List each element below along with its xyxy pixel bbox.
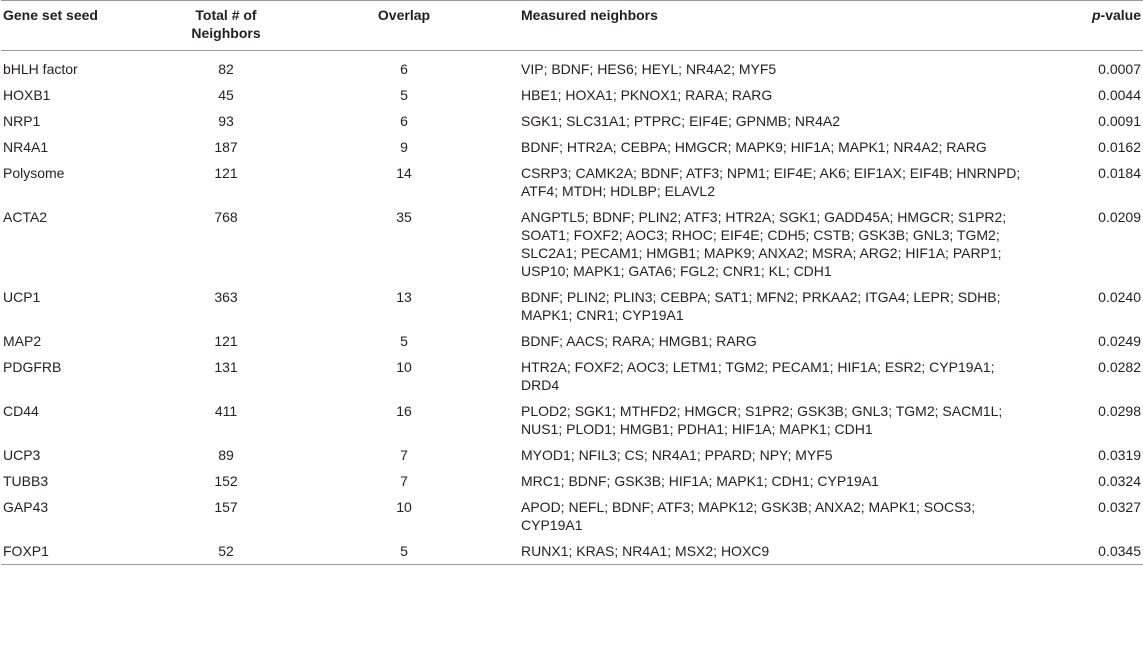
header-row	[1, 1, 1143, 51]
cell-gene-set-seed: Polysome	[3, 165, 65, 181]
cell-overlap: 13	[396, 289, 412, 305]
cell-measured-neighbors: ANGPTL5; BDNF; PLIN2; ATF3; HTR2A; SGK1; GADD45A; HMGCR; S1PR2; SOAT1; FOXF2; AOC3; RHOC; EIF4E; CDH5; CSTB; GSK3B; GNL3; TGM2; SLC2A1; PECAM1; HMGB1; MAPK9; ANXA2; MSRA; ARG2; HIF1A; PARP1; USP10; MAPK1; GATA6; FGL2; CNR1; KL; CDH1	[521, 209, 1007, 279]
cell-p-value: 0.0282	[1098, 359, 1141, 375]
gene-set-table	[1, 0, 1143, 565]
cell-total-neighbors: 89	[218, 447, 234, 463]
header-overlap: Overlap	[377, 7, 431, 23]
cell-measured-neighbors: VIP; BDNF; HES6; HEYL; NR4A2; MYF5	[521, 61, 777, 77]
cell-measured-neighbors: HTR2A; FOXF2; AOC3; LETM1; TGM2; PECAM1; HIF1A; ESR2; CYP19A1; DRD4	[521, 359, 995, 393]
cell-gene-set-seed: NRP1	[3, 113, 41, 129]
table-row	[1, 51, 1143, 83]
table-body	[1, 51, 1143, 565]
cell-measured-neighbors: RUNX1; KRAS; NR4A1; MSX2; HOXC9	[521, 543, 770, 559]
cell-gene-set-seed: UCP1	[3, 289, 41, 305]
header-total-neighbors: Total # of Neighbors	[191, 7, 261, 41]
cell-gene-set-seed: CD44	[3, 403, 39, 419]
cell-gene-set-seed: TUBB3	[3, 473, 49, 489]
table-row	[1, 284, 1143, 328]
cell-overlap: 6	[400, 113, 408, 129]
cell-total-neighbors: 157	[214, 499, 238, 515]
cell-overlap: 5	[400, 87, 408, 103]
cell-measured-neighbors: MYOD1; NFIL3; CS; NR4A1; PPARD; NPY; MYF5	[521, 447, 833, 463]
header-p-value-suffix: -value	[1100, 7, 1141, 23]
cell-overlap: 6	[400, 61, 408, 77]
table-row	[1, 494, 1143, 538]
table-row	[1, 328, 1143, 354]
cell-measured-neighbors: APOD; NEFL; BDNF; ATF3; MAPK12; GSK3B; ANXA2; MAPK1; SOCS3; CYP19A1	[521, 499, 976, 533]
table-row	[1, 398, 1143, 442]
table-row	[1, 538, 1143, 565]
cell-total-neighbors: 121	[214, 165, 238, 181]
cell-gene-set-seed: PDGFRB	[3, 359, 62, 375]
cell-overlap: 14	[396, 165, 412, 181]
cell-total-neighbors: 93	[218, 113, 234, 129]
cell-total-neighbors: 152	[214, 473, 238, 489]
cell-overlap: 35	[396, 209, 412, 225]
cell-p-value: 0.0319	[1098, 447, 1141, 463]
cell-measured-neighbors: SGK1; SLC31A1; PTPRC; EIF4E; GPNMB; NR4A2	[521, 113, 840, 129]
cell-measured-neighbors: HBE1; HOXA1; PKNOX1; RARA; RARG	[521, 87, 773, 103]
cell-total-neighbors: 45	[218, 87, 234, 103]
cell-total-neighbors: 768	[214, 209, 238, 225]
cell-gene-set-seed: HOXB1	[3, 87, 51, 103]
cell-p-value: 0.0345	[1098, 543, 1141, 559]
table-row	[1, 108, 1143, 134]
cell-overlap: 7	[400, 447, 408, 463]
cell-p-value: 0.0162	[1098, 139, 1141, 155]
cell-p-value: 0.0327	[1098, 499, 1141, 515]
cell-measured-neighbors: BDNF; HTR2A; CEBPA; HMGCR; MAPK9; HIF1A; MAPK1; NR4A2; RARG	[521, 139, 987, 155]
cell-measured-neighbors: MRC1; BDNF; GSK3B; HIF1A; MAPK1; CDH1; CYP19A1	[521, 473, 879, 489]
cell-total-neighbors: 131	[214, 359, 238, 375]
cell-p-value: 0.0209	[1098, 209, 1141, 225]
table-row	[1, 204, 1143, 284]
cell-total-neighbors: 52	[218, 543, 234, 559]
cell-overlap: 7	[400, 473, 408, 489]
cell-overlap: 5	[400, 333, 408, 349]
header-p-value	[1035, 1, 1143, 51]
cell-gene-set-seed: FOXP1	[3, 543, 49, 559]
table-row	[1, 468, 1143, 494]
cell-p-value: 0.0249	[1098, 333, 1141, 349]
cell-overlap: 16	[396, 403, 412, 419]
header-measured-neighbors: Measured neighbors	[521, 7, 658, 23]
cell-p-value: 0.0007	[1098, 61, 1141, 77]
header-gene-set-seed: Gene set seed	[3, 7, 98, 23]
cell-p-value: 0.0240	[1098, 289, 1141, 305]
cell-total-neighbors: 187	[214, 139, 238, 155]
cell-measured-neighbors: BDNF; AACS; RARA; HMGB1; RARG	[521, 333, 757, 349]
cell-p-value: 0.0298	[1098, 403, 1141, 419]
cell-overlap: 10	[396, 499, 412, 515]
cell-p-value: 0.0324	[1098, 473, 1141, 489]
cell-gene-set-seed: UCP3	[3, 447, 41, 463]
table-header	[1, 1, 1143, 51]
cell-gene-set-seed: ACTA2	[3, 209, 48, 225]
cell-measured-neighbors: PLOD2; SGK1; MTHFD2; HMGCR; S1PR2; GSK3B; GNL3; TGM2; SACM1L; NUS1; PLOD1; HMGB1; PDHA1; HIF1A; MAPK1; CDH1	[521, 403, 1003, 437]
cell-total-neighbors: 121	[214, 333, 238, 349]
cell-total-neighbors: 82	[218, 61, 234, 77]
table-row	[1, 160, 1143, 204]
cell-gene-set-seed: bHLH factor	[3, 61, 78, 77]
cell-total-neighbors: 363	[214, 289, 238, 305]
cell-measured-neighbors: CSRP3; CAMK2A; BDNF; ATF3; NPM1; EIF4E; AK6; EIF1AX; EIF4B; HNRNPD; ATF4; MTDH; HDLBP; ELAVL2	[521, 165, 1021, 199]
cell-p-value: 0.0091	[1098, 113, 1141, 129]
cell-measured-neighbors: BDNF; PLIN2; PLIN3; CEBPA; SAT1; MFN2; PRKAA2; ITGA4; LEPR; SDHB; MAPK1; CNR1; CYP19A1	[521, 289, 1001, 323]
cell-gene-set-seed: NR4A1	[3, 139, 49, 155]
table-row	[1, 442, 1143, 468]
table-row	[1, 354, 1143, 398]
cell-p-value: 0.0184	[1098, 165, 1141, 181]
cell-p-value: 0.0044	[1098, 87, 1141, 103]
cell-gene-set-seed: MAP2	[3, 333, 42, 349]
cell-overlap: 5	[400, 543, 408, 559]
header-p-value-italic: p	[1091, 7, 1101, 23]
table-row	[1, 82, 1143, 108]
cell-gene-set-seed: GAP43	[3, 499, 49, 515]
table-row	[1, 134, 1143, 160]
cell-overlap: 9	[400, 139, 408, 155]
cell-total-neighbors: 411	[214, 403, 238, 419]
cell-overlap: 10	[396, 359, 412, 375]
